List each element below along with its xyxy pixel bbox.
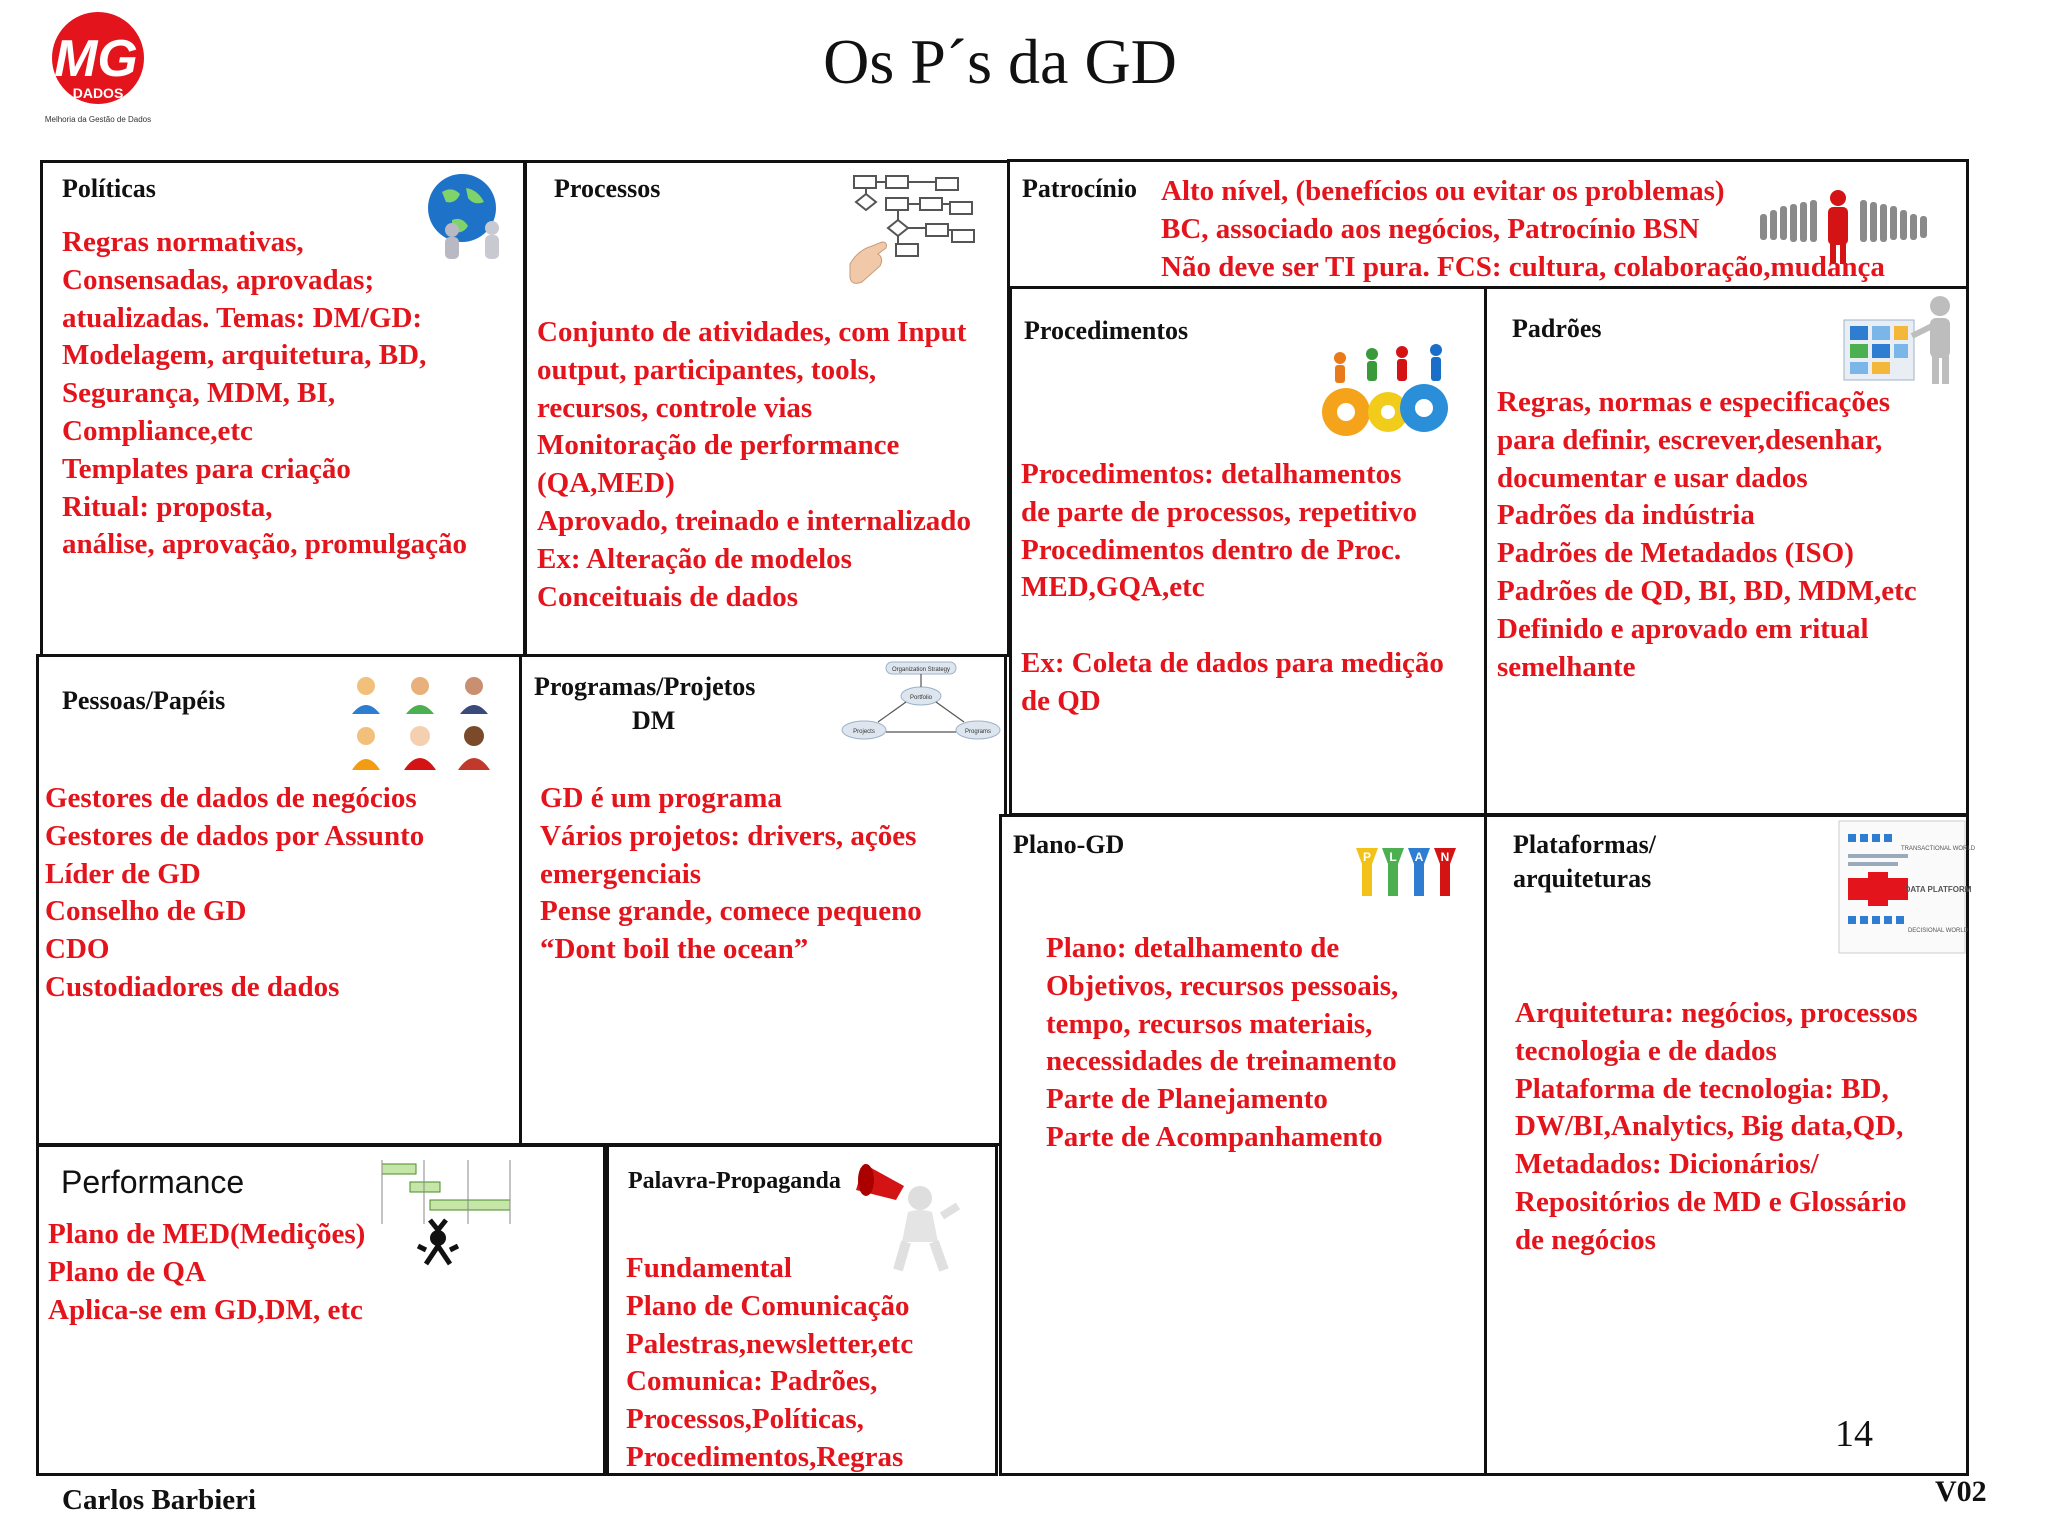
- text-line: atualizadas. Temas: DM/GD:: [62, 301, 423, 334]
- program-cycle-icon: [836, 660, 1006, 753]
- people-roles-icon: [344, 672, 500, 783]
- svg-text:Portfolio: Portfolio: [909, 695, 933, 701]
- text-line: Ritual: proposta,: [62, 490, 273, 523]
- text-line: Fundamental: [626, 1252, 792, 1284]
- svg-text:MG: MG: [54, 30, 138, 88]
- text-line: output, participantes, tools,: [537, 353, 877, 386]
- text-line: Vários projetos: drivers, ações: [540, 819, 917, 852]
- svg-text:TRANSACTIONAL WORLD: TRANSACTIONAL WORLD: [1900, 846, 1976, 852]
- panel-title-palavra: Palavra-Propaganda: [628, 1168, 841, 1194]
- text-line: Gestores de dados por Assunto: [45, 819, 425, 852]
- text-line: necessidades de treinamento: [1046, 1045, 1397, 1078]
- standards-board-icon: [1840, 290, 1964, 395]
- text-line: Conjunto de atividades, com Input: [537, 316, 967, 348]
- text-line: documentar e usar dados: [1497, 461, 1808, 494]
- text-line: Monitoração de performance: [537, 429, 900, 462]
- text-line: Processos,Políticas,: [626, 1403, 864, 1436]
- text-line: Objetivos, recursos pessoais,: [1046, 969, 1399, 1002]
- plan-letters-icon: [1352, 844, 1462, 905]
- svg-text:Projects: Projects: [853, 729, 875, 735]
- text-line: Conselho de GD: [45, 895, 247, 928]
- text-line: Não deve ser TI pura. FCS: cultura, colaboração,mudança: [1161, 250, 1885, 283]
- data-platform-icon: [1838, 820, 1976, 959]
- text-line: Conceituais de dados: [537, 580, 799, 613]
- svg-text:L: L: [1389, 850, 1397, 864]
- text-line: Custodiadores de dados: [45, 970, 340, 1003]
- text-line: Plano de MED(Medições): [48, 1218, 366, 1250]
- text-line: Segurança, MDM, BI,: [62, 377, 336, 410]
- text-line: Templates para criação: [62, 452, 351, 485]
- panel-title-plano: Plano-GD: [1013, 830, 1125, 859]
- svg-text:DECISIONAL WORLD: DECISIONAL WORLD: [1907, 928, 1969, 934]
- text-line: Regras, normas e especificações: [1497, 386, 1890, 418]
- author-name: Carlos Barbieri: [62, 1484, 257, 1516]
- text-line: (QA,MED): [537, 467, 675, 500]
- text-line: semelhante: [1497, 650, 1636, 683]
- svg-text:Melhoria da Gestão de Dados: Melhoria da Gestão de Dados: [44, 115, 152, 124]
- text-line: Plano de Comunicação: [626, 1289, 910, 1322]
- text-line: Parte de Acompanhamento: [1046, 1120, 1383, 1153]
- text-line: Plano de QA: [48, 1255, 206, 1288]
- text-line: para definir, escrever,desenhar,: [1497, 423, 1883, 456]
- panel-text-plano: [1046, 930, 1398, 1157]
- panel-text-programas: [540, 780, 922, 969]
- text-line: Comunica: Padrões,: [626, 1365, 878, 1398]
- panel-text-plataformas: [1515, 995, 1918, 1260]
- text-line: Alto nível, (benefícios ou evitar os problemas): [1161, 175, 1725, 207]
- text-line: recursos, controle vias: [537, 391, 813, 424]
- text-line: Repositórios de MD e Glossário: [1515, 1185, 1907, 1218]
- text-line: Pense grande, comece pequeno: [540, 895, 922, 928]
- panel-text-pessoas: [45, 780, 424, 1007]
- text-line: análise, aprovação, promulgação: [62, 528, 467, 561]
- text-line: Procedimentos,Regras: [626, 1440, 904, 1473]
- text-line: Procedimentos dentro de Proc.: [1021, 533, 1402, 566]
- text-line: Ex: Alteração de modelos: [537, 542, 852, 575]
- text-line: de negócios: [1515, 1223, 1656, 1256]
- text-line: DW/BI,Analytics, Big data,QD,: [1515, 1110, 1904, 1143]
- panel-text-politicas: [62, 224, 467, 564]
- text-line: Arquitetura: negócios, processos: [1515, 997, 1918, 1029]
- panel-title-pessoas: Pessoas/Papéis: [62, 686, 226, 715]
- text-line: Metadados: Dicionários/: [1515, 1148, 1819, 1181]
- svg-text:Programs: Programs: [964, 729, 992, 735]
- svg-text:N: N: [1440, 850, 1450, 864]
- gears-people-icon: [1310, 336, 1460, 453]
- svg-text:Organization Strategy: Organization Strategy: [891, 667, 951, 673]
- text-line: Plano: detalhamento de: [1046, 932, 1340, 964]
- panel-title-plataformas: Plataformas/: [1513, 830, 1656, 859]
- panel-text-processos: [537, 314, 971, 616]
- panel-title-politicas: Políticas: [62, 174, 156, 203]
- text-line: Palestras,newsletter,etc: [626, 1327, 914, 1360]
- gantt-lifter-icon: [380, 1154, 514, 1275]
- text-line: Padrões da indústria: [1497, 499, 1755, 532]
- text-line: Aprovado, treinado e internalizado: [537, 504, 971, 537]
- text-line: “Dont boil the ocean”: [540, 933, 809, 966]
- svg-text:A: A: [1414, 850, 1424, 864]
- panel-title-performance: Performance: [61, 1164, 245, 1200]
- text-line: Ex: Coleta de dados para medição: [1021, 646, 1444, 679]
- text-line: Líder de GD: [45, 857, 201, 890]
- text-line: Aplica-se em GD,DM, etc: [48, 1293, 363, 1326]
- version-label: V02: [1935, 1475, 1987, 1508]
- panel-text-palavra: [626, 1250, 913, 1477]
- text-line: de QD: [1021, 684, 1101, 717]
- panel-title-programas-dm: DM: [632, 706, 676, 735]
- panel-text-performance: [48, 1216, 365, 1329]
- text-line: Modelagem, arquitetura, BD,: [62, 339, 427, 372]
- text-line: Gestores de dados de negócios: [45, 782, 417, 814]
- text-line: Compliance,etc: [62, 414, 253, 447]
- text-line: BC, associado aos negócios, Patrocínio BSN: [1161, 212, 1700, 245]
- panel-title-patrocinio: Patrocínio: [1022, 174, 1138, 203]
- text-line: Parte de Planejamento: [1046, 1083, 1328, 1116]
- panel-text-patrocinio: [1161, 173, 1885, 286]
- panel-title-processos: Processos: [554, 174, 661, 203]
- text-line: de parte de processos, repetitivo: [1021, 495, 1418, 528]
- text-line: Definido e aprovado em ritual: [1497, 612, 1869, 645]
- text-line: Consensadas, aprovadas;: [62, 263, 375, 296]
- panel-title-procedimentos: Procedimentos: [1024, 316, 1189, 345]
- page-number: 14: [1835, 1413, 1873, 1455]
- svg-text:DADOS: DADOS: [72, 85, 124, 101]
- text-line: Procedimentos: detalhamentos: [1021, 458, 1402, 490]
- text-line: CDO: [45, 933, 110, 966]
- panel-text-procedimentos: [1021, 456, 1444, 721]
- text-line: tecnologia e de dados: [1515, 1034, 1777, 1067]
- text-line: Padrões de QD, BI, BD, MDM,etc: [1497, 574, 1917, 607]
- page-title: Os P´s da GD: [823, 26, 1177, 97]
- text-line: emergenciais: [540, 857, 702, 890]
- text-line: [1021, 607, 1444, 645]
- text-line: GD é um programa: [540, 782, 782, 814]
- svg-text:DATA PLATFORM: DATA PLATFORM: [1904, 885, 1972, 894]
- text-line: Regras normativas,: [62, 226, 304, 258]
- text-line: Padrões de Metadados (ISO): [1497, 537, 1854, 570]
- text-line: MED,GQA,etc: [1021, 571, 1205, 604]
- panel-title-programas: Programas/Projetos: [534, 672, 756, 701]
- panel-title-plataformas-2: arquiteturas: [1513, 864, 1652, 893]
- text-line: tempo, recursos materiais,: [1046, 1007, 1373, 1040]
- text-line: Plataforma de tecnologia: BD,: [1515, 1072, 1889, 1105]
- panel-title-padroes: Padrões: [1512, 314, 1602, 343]
- svg-text:P: P: [1362, 850, 1372, 864]
- panel-text-padroes: [1497, 384, 1917, 686]
- flowchart-hand-icon: [846, 168, 982, 291]
